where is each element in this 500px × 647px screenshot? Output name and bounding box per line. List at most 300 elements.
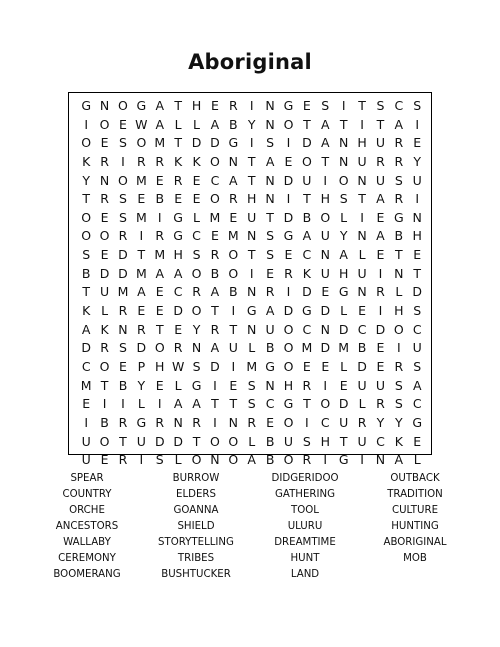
grid-letter[interactable]: O	[99, 228, 110, 244]
grid-letter[interactable]: M	[117, 284, 129, 300]
grid-letter[interactable]: E	[266, 265, 275, 281]
grid-letter[interactable]: D	[210, 135, 220, 151]
grid-letter[interactable]: H	[320, 433, 330, 449]
grid-letter[interactable]: E	[155, 377, 164, 393]
grid-letter[interactable]: N	[265, 191, 275, 207]
grid-letter[interactable]: H	[155, 358, 165, 374]
grid-letter[interactable]: U	[283, 433, 294, 449]
grid-letter[interactable]: I	[121, 153, 125, 169]
grid-letter[interactable]: O	[301, 153, 312, 169]
grid-letter[interactable]: R	[155, 153, 165, 169]
grid-letter[interactable]: H	[283, 377, 294, 393]
grid-letter[interactable]: N	[338, 153, 349, 169]
grid-letter[interactable]: U	[375, 135, 386, 151]
grid-letter[interactable]: Y	[137, 377, 146, 393]
grid-letter[interactable]: B	[118, 377, 128, 393]
grid-letter[interactable]: R	[100, 153, 109, 169]
grid-letter[interactable]: D	[99, 265, 110, 281]
grid-letter[interactable]: R	[173, 340, 183, 356]
grid-letter[interactable]: S	[266, 228, 275, 244]
grid-letter[interactable]: E	[284, 247, 293, 263]
grid-letter[interactable]: A	[210, 340, 220, 356]
grid-letter[interactable]: D	[210, 358, 220, 374]
grid-letter[interactable]: D	[283, 303, 294, 319]
grid-letter[interactable]: I	[360, 209, 364, 225]
grid-letter[interactable]: G	[136, 414, 147, 430]
grid-letter[interactable]: D	[302, 135, 312, 151]
grid-letter[interactable]: I	[157, 396, 162, 412]
grid-letter[interactable]: O	[283, 452, 294, 468]
grid-letter[interactable]: R	[265, 284, 275, 300]
grid-letter[interactable]: L	[193, 209, 201, 225]
grid-letter[interactable]: M	[135, 265, 147, 281]
grid-letter[interactable]: R	[118, 228, 128, 244]
grid-letter[interactable]: M	[209, 209, 221, 225]
grid-letter[interactable]: G	[393, 209, 404, 225]
grid-letter[interactable]: I	[139, 452, 144, 468]
grid-letter[interactable]: R	[394, 135, 404, 151]
grid-letter[interactable]: I	[415, 116, 420, 132]
grid-letter[interactable]: A	[320, 135, 330, 151]
grid-letter[interactable]: I	[249, 265, 254, 281]
grid-letter[interactable]: O	[228, 265, 239, 281]
grid-letter[interactable]: U	[247, 209, 257, 225]
grid-letter[interactable]: R	[284, 265, 293, 281]
grid-letter[interactable]: R	[118, 414, 128, 430]
grid-letter[interactable]: U	[357, 377, 367, 393]
grid-letter[interactable]: O	[283, 116, 294, 132]
grid-letter[interactable]: E	[119, 116, 127, 132]
grid-letter[interactable]: T	[247, 153, 256, 169]
grid-letter[interactable]: D	[173, 303, 183, 319]
grid-letter[interactable]: S	[155, 452, 164, 468]
grid-letter[interactable]: C	[265, 396, 275, 412]
grid-letter[interactable]: R	[302, 377, 312, 393]
grid-letter[interactable]: E	[210, 228, 219, 244]
grid-letter[interactable]: A	[376, 191, 385, 207]
grid-letter[interactable]: G	[173, 228, 183, 244]
grid-letter[interactable]: T	[155, 321, 164, 337]
grid-letter[interactable]: E	[155, 172, 164, 188]
grid-letter[interactable]: O	[210, 153, 220, 169]
grid-letter[interactable]: O	[154, 340, 165, 356]
grid-letter[interactable]: I	[341, 98, 346, 113]
grid-letter[interactable]: D	[81, 340, 92, 356]
grid-letter[interactable]: G	[338, 452, 349, 468]
grid-letter[interactable]: S	[321, 98, 330, 113]
grid-letter[interactable]: T	[100, 377, 109, 393]
grid-letter[interactable]: L	[248, 433, 256, 449]
grid-letter[interactable]: T	[321, 153, 330, 169]
grid-letter[interactable]: E	[137, 191, 146, 207]
grid-letter[interactable]: S	[119, 135, 127, 151]
grid-letter[interactable]: U	[320, 228, 330, 244]
grid-letter[interactable]: L	[358, 247, 366, 263]
grid-letter[interactable]: L	[193, 116, 201, 132]
grid-letter[interactable]: O	[283, 358, 294, 374]
grid-letter[interactable]: E	[358, 303, 366, 319]
grid-letter[interactable]: M	[338, 340, 350, 356]
grid-letter[interactable]: N	[357, 284, 367, 300]
grid-letter[interactable]: A	[155, 116, 165, 132]
grid-letter[interactable]: I	[360, 452, 364, 468]
grid-letter[interactable]: O	[320, 396, 331, 412]
grid-letter[interactable]: T	[211, 396, 219, 412]
grid-letter[interactable]: G	[228, 135, 239, 151]
grid-letter[interactable]: B	[155, 191, 165, 207]
grid-letter[interactable]: O	[228, 247, 239, 263]
grid-letter[interactable]: T	[339, 433, 348, 449]
grid-letter[interactable]: B	[100, 414, 109, 430]
grid-letter[interactable]: K	[192, 153, 201, 169]
grid-letter[interactable]: A	[229, 172, 238, 188]
grid-letter[interactable]: B	[265, 452, 275, 468]
grid-letter[interactable]: Y	[82, 172, 91, 188]
grid-letter[interactable]: E	[302, 98, 311, 113]
grid-letter[interactable]: A	[155, 98, 165, 113]
grid-letter[interactable]: L	[413, 452, 421, 468]
grid-letter[interactable]: O	[191, 303, 202, 319]
grid-letter[interactable]: O	[320, 209, 331, 225]
grid-letter[interactable]: A	[265, 303, 275, 319]
grid-letter[interactable]: E	[174, 191, 183, 207]
grid-letter[interactable]: T	[82, 284, 91, 300]
grid-letter[interactable]: R	[192, 284, 201, 300]
grid-letter[interactable]: N	[338, 135, 349, 151]
grid-letter[interactable]: R	[394, 191, 404, 207]
grid-letter[interactable]: O	[210, 433, 220, 449]
grid-letter[interactable]: K	[394, 433, 403, 449]
grid-letter[interactable]: H	[394, 303, 404, 319]
grid-letter[interactable]: N	[412, 209, 422, 225]
grid-letter[interactable]: R	[210, 247, 220, 263]
grid-letter[interactable]: D	[191, 135, 202, 151]
grid-letter[interactable]: T	[137, 247, 146, 263]
grid-letter[interactable]: E	[376, 340, 385, 356]
grid-letter[interactable]: D	[154, 433, 165, 449]
grid-letter[interactable]: O	[210, 191, 220, 207]
grid-letter[interactable]: R	[394, 153, 404, 169]
grid-letter[interactable]: N	[99, 98, 110, 113]
grid-letter[interactable]: N	[247, 284, 257, 300]
grid-letter[interactable]: E	[413, 135, 422, 151]
grid-letter[interactable]: L	[174, 116, 182, 132]
grid-letter[interactable]: T	[174, 135, 182, 151]
grid-letter[interactable]: C	[376, 433, 385, 449]
grid-letter[interactable]: I	[213, 377, 217, 393]
grid-letter[interactable]: G	[283, 98, 294, 113]
grid-letter[interactable]: T	[82, 191, 91, 207]
grid-letter[interactable]: G	[265, 358, 275, 374]
grid-letter[interactable]: U	[357, 265, 367, 281]
grid-letter[interactable]: E	[321, 284, 330, 300]
grid-letter[interactable]: T	[303, 396, 311, 412]
grid-letter[interactable]: U	[412, 340, 422, 356]
grid-letter[interactable]: N	[394, 265, 404, 281]
grid-letter[interactable]: R	[376, 396, 385, 412]
grid-letter[interactable]: G	[173, 209, 183, 225]
grid-letter[interactable]: M	[301, 340, 313, 356]
grid-letter[interactable]: O	[191, 265, 202, 281]
grid-letter[interactable]: W	[171, 358, 185, 374]
grid-letter[interactable]: H	[191, 98, 202, 113]
grid-letter[interactable]: O	[393, 321, 404, 337]
grid-letter[interactable]: B	[210, 265, 220, 281]
grid-letter[interactable]: E	[100, 452, 109, 468]
grid-letter[interactable]: U	[100, 284, 110, 300]
grid-letter[interactable]: A	[210, 116, 220, 132]
grid-letter[interactable]: L	[340, 303, 348, 319]
grid-letter[interactable]: S	[394, 396, 403, 412]
grid-letter[interactable]: I	[415, 191, 420, 207]
grid-letter[interactable]: M	[154, 135, 166, 151]
grid-letter[interactable]: N	[320, 321, 330, 337]
grid-letter[interactable]: T	[376, 116, 385, 132]
grid-letter[interactable]: D	[375, 321, 386, 337]
grid-letter[interactable]: L	[174, 377, 182, 393]
grid-letter[interactable]: A	[412, 377, 422, 393]
grid-letter[interactable]: U	[81, 433, 91, 449]
grid-letter[interactable]: E	[100, 247, 109, 263]
grid-letter[interactable]: U	[136, 433, 146, 449]
grid-letter[interactable]: U	[302, 172, 312, 188]
grid-letter[interactable]: D	[302, 284, 312, 300]
grid-letter[interactable]: I	[323, 452, 328, 468]
grid-letter[interactable]: R	[302, 452, 312, 468]
grid-letter[interactable]: M	[227, 228, 239, 244]
grid-letter[interactable]: A	[210, 284, 220, 300]
grid-letter[interactable]: Y	[192, 321, 201, 337]
grid-letter[interactable]: E	[229, 209, 238, 225]
grid-letter[interactable]: R	[155, 228, 165, 244]
grid-letter[interactable]: B	[265, 340, 275, 356]
grid-letter[interactable]: H	[338, 265, 349, 281]
grid-letter[interactable]: U	[375, 377, 386, 393]
grid-letter[interactable]: B	[81, 265, 91, 281]
grid-letter[interactable]: K	[82, 303, 91, 319]
grid-letter[interactable]: O	[283, 340, 294, 356]
grid-letter[interactable]: S	[339, 191, 348, 207]
grid-letter[interactable]: T	[395, 247, 403, 263]
grid-letter[interactable]: O	[228, 433, 239, 449]
grid-letter[interactable]: N	[173, 414, 183, 430]
grid-letter[interactable]: E	[321, 358, 330, 374]
grid-letter[interactable]: T	[119, 433, 127, 449]
grid-letter[interactable]: G	[81, 98, 92, 113]
grid-letter[interactable]: R	[173, 172, 183, 188]
grid-letter[interactable]: S	[413, 303, 422, 319]
grid-letter[interactable]: E	[302, 358, 311, 374]
grid-letter[interactable]: R	[357, 414, 367, 430]
grid-letter[interactable]: N	[247, 228, 257, 244]
grid-letter[interactable]: D	[118, 247, 128, 263]
grid-letter[interactable]: I	[121, 396, 125, 412]
grid-letter[interactable]: S	[247, 396, 256, 412]
grid-letter[interactable]: A	[339, 247, 348, 263]
grid-letter[interactable]: E	[192, 191, 201, 207]
grid-letter[interactable]: S	[266, 247, 275, 263]
grid-letter[interactable]: S	[376, 98, 385, 113]
grid-letter[interactable]: A	[81, 321, 91, 337]
grid-letter[interactable]: L	[174, 452, 182, 468]
grid-letter[interactable]: T	[229, 396, 238, 412]
grid-letter[interactable]: E	[137, 303, 146, 319]
grid-letter[interactable]: R	[247, 414, 257, 430]
grid-letter[interactable]: E	[266, 414, 275, 430]
grid-letter[interactable]: O	[99, 116, 110, 132]
grid-letter[interactable]: E	[155, 303, 164, 319]
grid-letter[interactable]: C	[320, 414, 330, 430]
grid-letter[interactable]: R	[155, 414, 165, 430]
grid-letter[interactable]: G	[412, 414, 423, 430]
grid-letter[interactable]: D	[320, 340, 331, 356]
grid-letter[interactable]: W	[135, 116, 148, 132]
grid-letter[interactable]: U	[228, 340, 238, 356]
grid-letter[interactable]: E	[229, 377, 238, 393]
grid-letter[interactable]: I	[84, 414, 89, 430]
grid-letter[interactable]: T	[339, 116, 348, 132]
grid-letter[interactable]: S	[119, 209, 127, 225]
grid-letter[interactable]: N	[191, 340, 202, 356]
grid-letter[interactable]: R	[192, 414, 201, 430]
grid-letter[interactable]: M	[135, 209, 147, 225]
grid-letter[interactable]: A	[192, 396, 201, 412]
grid-letter[interactable]: G	[338, 284, 349, 300]
grid-letter[interactable]: B	[265, 433, 275, 449]
grid-letter[interactable]: E	[100, 209, 109, 225]
grid-letter[interactable]: Y	[376, 414, 385, 430]
grid-letter[interactable]: U	[375, 172, 386, 188]
grid-letter[interactable]: G	[191, 377, 202, 393]
grid-letter[interactable]: L	[137, 396, 145, 412]
grid-letter[interactable]: S	[394, 172, 403, 188]
grid-letter[interactable]: S	[192, 358, 201, 374]
grid-letter[interactable]: I	[396, 340, 401, 356]
grid-letter[interactable]: B	[357, 340, 367, 356]
grid-letter[interactable]: I	[286, 191, 291, 207]
grid-letter[interactable]: E	[100, 135, 109, 151]
grid-letter[interactable]: T	[211, 303, 219, 319]
grid-letter[interactable]: C	[412, 396, 422, 412]
grid-letter[interactable]: I	[249, 98, 254, 113]
grid-letter[interactable]: N	[228, 414, 238, 430]
grid-letter[interactable]: I	[378, 265, 383, 281]
grid-letter[interactable]: B	[229, 284, 238, 300]
grid-letter[interactable]: C	[81, 358, 91, 374]
grid-letter[interactable]: O	[81, 135, 92, 151]
grid-letter[interactable]: D	[118, 265, 128, 281]
grid-letter[interactable]: H	[320, 191, 330, 207]
grid-letter[interactable]: E	[376, 209, 385, 225]
grid-letter[interactable]: R	[376, 153, 385, 169]
grid-letter[interactable]: A	[302, 228, 312, 244]
grid-letter[interactable]: A	[247, 452, 256, 468]
grid-letter[interactable]: I	[323, 377, 328, 393]
grid-letter[interactable]: I	[323, 172, 328, 188]
grid-letter[interactable]: K	[302, 265, 311, 281]
grid-letter[interactable]: O	[81, 209, 92, 225]
grid-letter[interactable]: B	[229, 116, 238, 132]
grid-letter[interactable]: D	[357, 358, 367, 374]
grid-letter[interactable]: N	[375, 452, 386, 468]
grid-letter[interactable]: S	[119, 191, 127, 207]
grid-letter[interactable]: R	[137, 153, 146, 169]
grid-letter[interactable]: R	[228, 191, 238, 207]
grid-letter[interactable]: A	[394, 116, 404, 132]
grid-letter[interactable]: M	[154, 247, 166, 263]
grid-letter[interactable]: B	[302, 209, 312, 225]
grid-letter[interactable]: N	[265, 172, 275, 188]
grid-letter[interactable]: N	[320, 247, 330, 263]
grid-letter[interactable]: E	[413, 247, 422, 263]
grid-letter[interactable]: D	[136, 340, 147, 356]
grid-letter[interactable]: O	[118, 98, 128, 113]
grid-letter[interactable]: M	[246, 358, 258, 374]
grid-letter[interactable]: Y	[339, 228, 348, 244]
grid-letter[interactable]: N	[265, 377, 275, 393]
grid-letter[interactable]: I	[139, 228, 144, 244]
grid-letter[interactable]: T	[303, 116, 311, 132]
grid-letter[interactable]: K	[82, 153, 91, 169]
grid-letter[interactable]: Y	[413, 153, 422, 169]
grid-letter[interactable]: R	[118, 452, 128, 468]
grid-letter[interactable]: N	[265, 116, 275, 132]
grid-letter[interactable]: L	[395, 284, 403, 300]
grid-letter[interactable]: L	[340, 209, 348, 225]
grid-letter[interactable]: K	[100, 321, 109, 337]
grid-letter[interactable]: K	[174, 153, 183, 169]
grid-letter[interactable]: R	[210, 321, 220, 337]
grid-letter[interactable]: O	[228, 452, 239, 468]
grid-letter[interactable]: I	[286, 284, 291, 300]
grid-letter[interactable]: C	[302, 321, 312, 337]
grid-letter[interactable]: M	[135, 172, 147, 188]
grid-letter[interactable]: O	[99, 358, 110, 374]
grid-letter[interactable]: S	[302, 433, 311, 449]
grid-letter[interactable]: T	[413, 265, 422, 281]
grid-letter[interactable]: T	[303, 191, 311, 207]
grid-letter[interactable]: U	[412, 172, 422, 188]
grid-letter[interactable]: I	[360, 116, 364, 132]
grid-letter[interactable]: N	[118, 321, 128, 337]
grid-letter[interactable]: N	[228, 153, 238, 169]
grid-letter[interactable]: A	[376, 228, 385, 244]
grid-letter[interactable]: T	[229, 321, 238, 337]
grid-letter[interactable]: G	[283, 396, 294, 412]
grid-letter[interactable]: C	[302, 247, 312, 263]
grid-letter[interactable]: S	[192, 247, 201, 263]
grid-letter[interactable]: A	[265, 153, 275, 169]
grid-letter[interactable]: R	[137, 321, 146, 337]
grid-letter[interactable]: O	[81, 228, 92, 244]
grid-letter[interactable]: C	[210, 172, 220, 188]
grid-letter[interactable]: L	[358, 396, 366, 412]
grid-letter[interactable]: N	[265, 98, 275, 113]
grid-letter[interactable]: T	[266, 209, 274, 225]
grid-letter[interactable]: A	[394, 452, 404, 468]
grid-letter[interactable]: E	[339, 377, 348, 393]
grid-letter[interactable]: M	[80, 377, 92, 393]
grid-letter[interactable]: I	[305, 414, 309, 430]
grid-letter[interactable]: T	[192, 433, 201, 449]
grid-letter[interactable]: N	[357, 228, 367, 244]
grid-letter[interactable]: O	[118, 172, 128, 188]
grid-letter[interactable]: G	[246, 303, 257, 319]
grid-letter[interactable]: T	[174, 98, 182, 113]
grid-letter[interactable]: I	[286, 135, 291, 151]
grid-letter[interactable]: E	[82, 396, 91, 412]
grid-letter[interactable]: C	[394, 98, 404, 113]
